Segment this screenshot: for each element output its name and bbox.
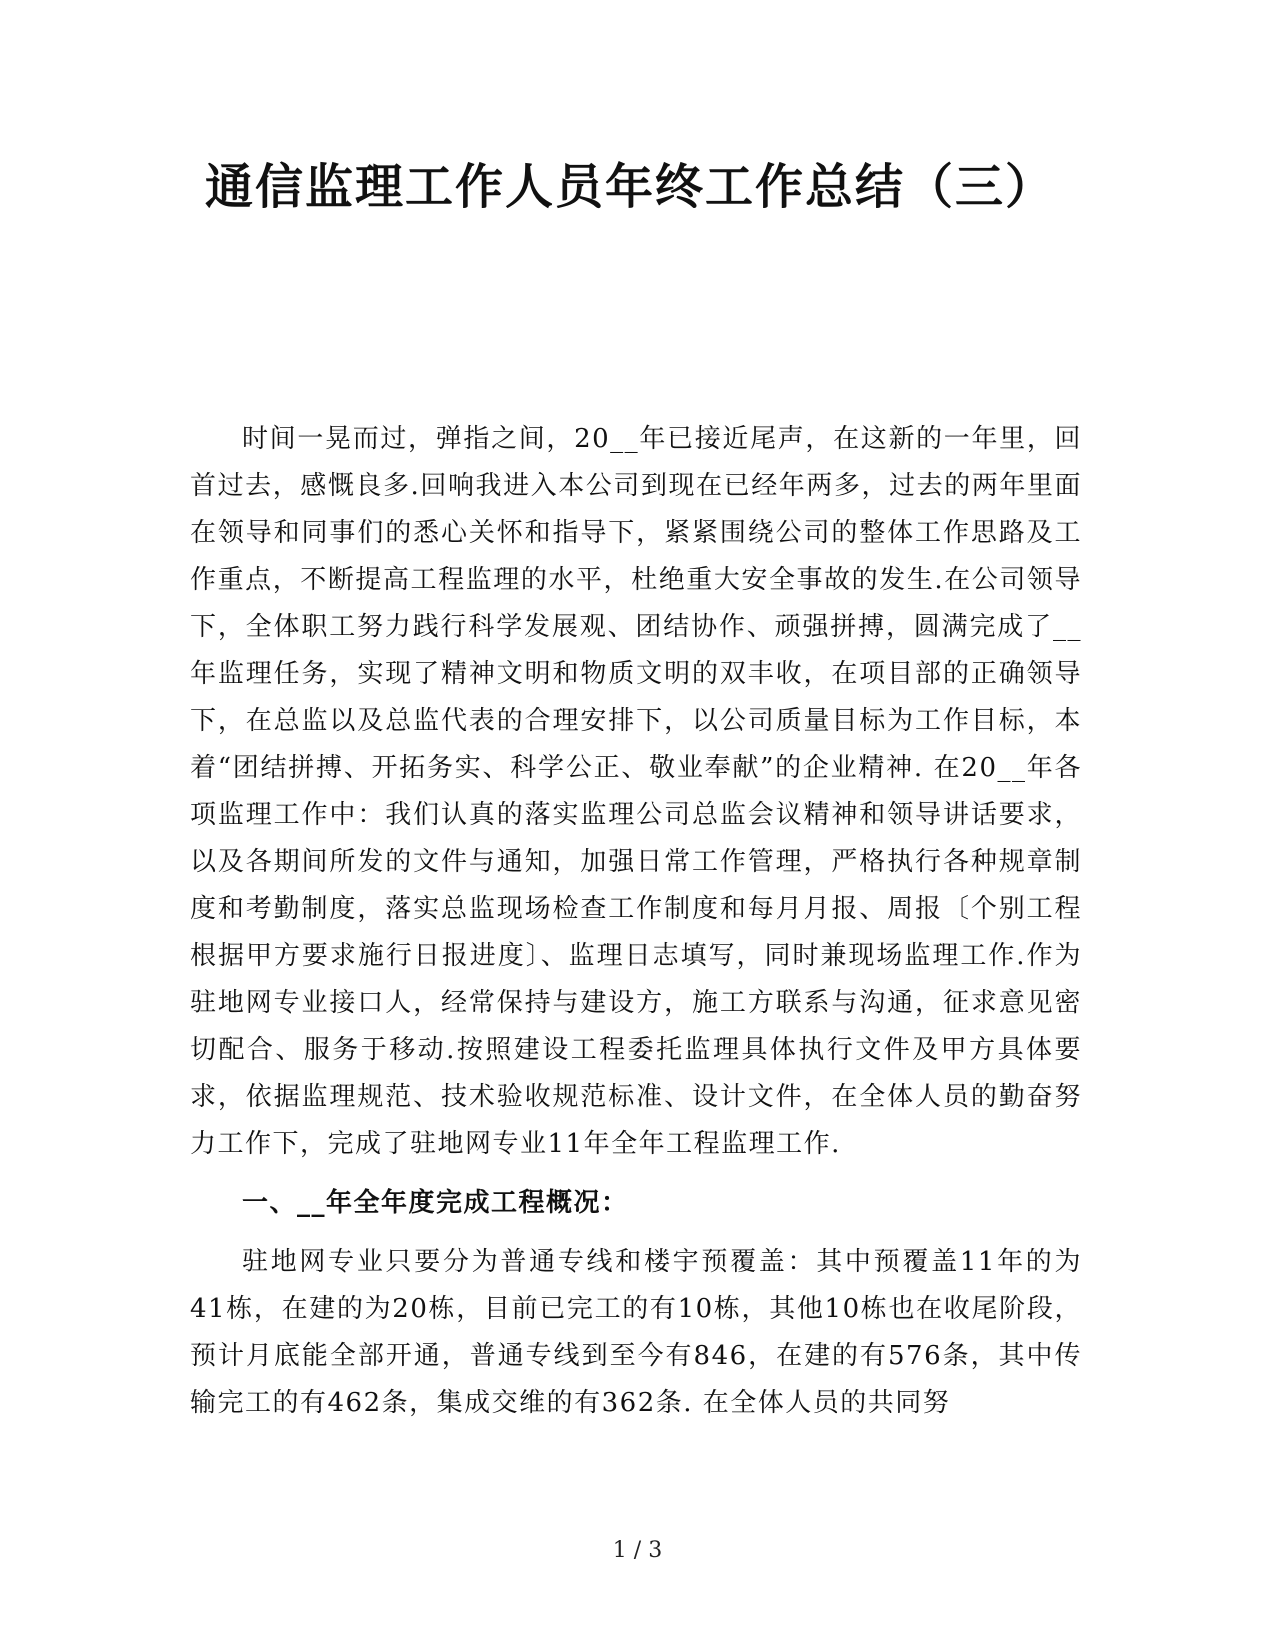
- page-number: 1 / 3: [612, 1538, 663, 1563]
- document-body: [190, 416, 1082, 1427]
- paragraph-intro: 时间一晃而过，弹指之间，20__年已接近尾声，在这新的一年里，回首过去，感慨良多.回响我进入本公司到现在已经年两多，过去的两年里面在领导和同事们的悉心关怀和指导下，紧紧围绕公司的整体工作思路及工作重点，不断提高工程监理的水平，杜绝重大安全事故的发生.在公司领导下，全体职工努力践行科学发展观、团结协作、顽强拼搏，圆满完成了__年监理任务，实现了精神文明和物质文明的双丰收，在项目部的正确领导下，在总监以及总监代表的合理安排下，以公司质量目标为工作目标，本着“团结拼搏、开拓务实、科学公正、敬业奉献”的企业精神. 在20__年各项监理工作中：我们认真的落实监理公司总监会议精神和领导讲话要求，以及各期间所发的文件与通知，加强日常工作管理，严格执行各种规章制度和考勤制度，落实总监现场检查工作制度和每月月报、周报〔个别工程根据甲方要求施行日报进度〕、监理日志填写，同时兼现场监理工作.作为驻地网专业接口人，经常保持与建设方，施工方联系与沟通，征求意见密切配合、服务于移动.按照建设工程委托监理具体执行文件及甲方具体要求，依据监理规范、技术验收规范标准、设计文件，在全体人员的勤奋努力工作下，完成了驻地网专业11年全年工程监理工作.: [190, 424, 1082, 1159]
- paragraph-overview: 驻地网专业只要分为普通专线和楼宇预覆盖：其中预覆盖11年的为41栋，在建的为20栋，目前已完工的有10栋，其他10栋也在收尾阶段，预计月底能全部开通，普通专线到至今有846，在建的有576条，其中传输完工的有462条，集成交维的有362条. 在全体人员的共同努: [190, 1247, 1082, 1418]
- section-heading: 一、__年全年度完成工程概况：: [242, 1188, 629, 1218]
- document-title: 通信监理工作人员年终工作总结（三）: [204, 159, 1055, 215]
